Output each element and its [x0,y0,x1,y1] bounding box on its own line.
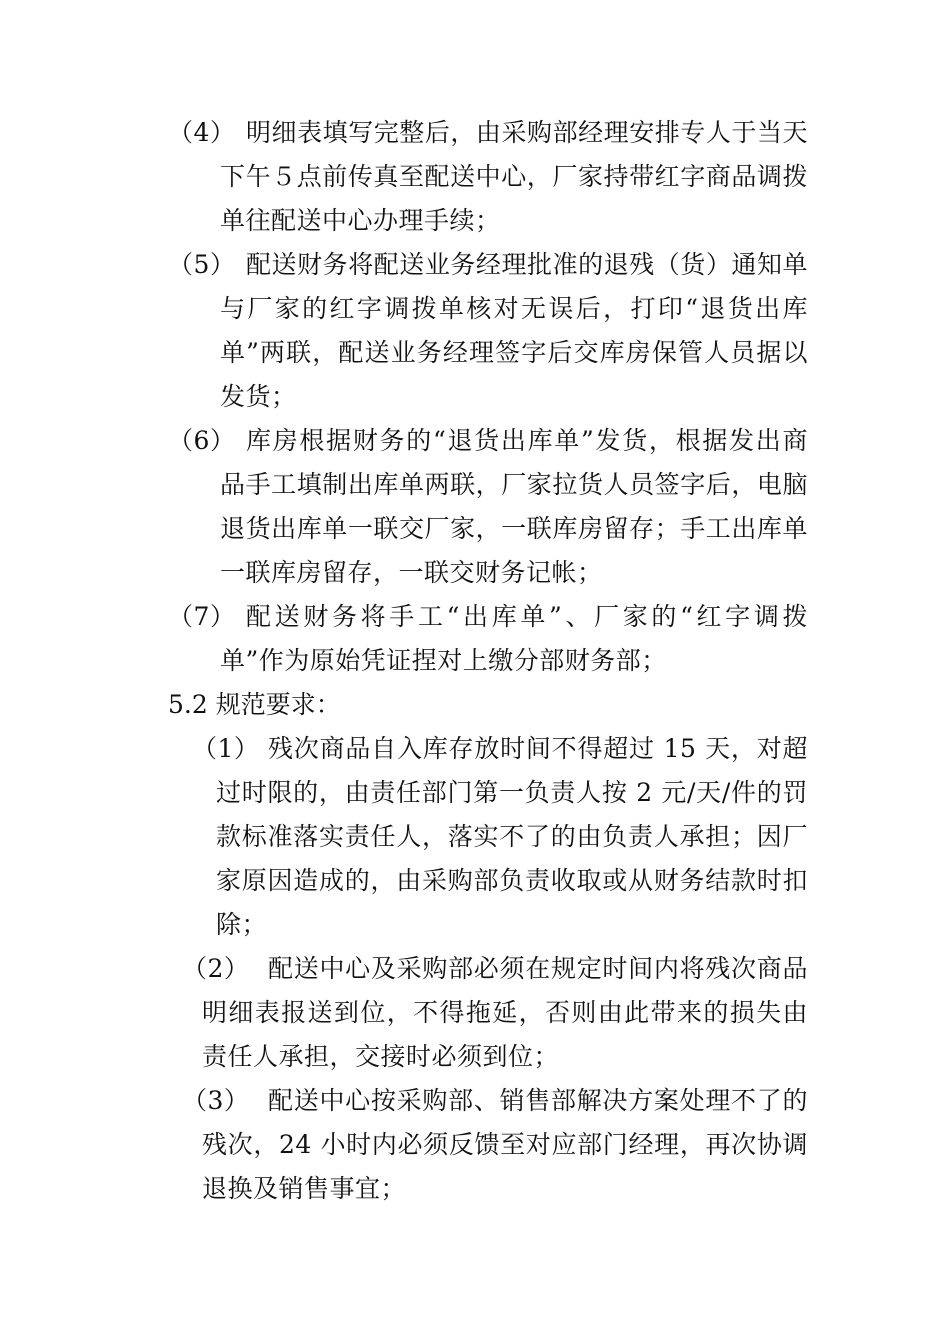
item-number: （7） [168,602,236,631]
item-text: 残次商品自入库存放时间不得超过 15 天，对超过时限的，由责任部门第一负责人按 2 元/天/件的罚款标准落实责任人，落实不了的由负责人承担；因厂家原因造成的，由采购部负责收取或从财务结款时扣除； [216,734,808,939]
section-heading: 5.2 规范要求： [168,690,341,719]
item-number: （4） [168,118,236,147]
item-number: （3） [182,1086,250,1115]
item-number: （1） [192,734,260,763]
item-text: 配送中心及采购部必须在规定时间内将残次商品明细表报送到位，不得拖延，否则由此带来的损失由责任人承担，交接时必须到位； [202,954,808,1071]
item-text: 明细表填写完整后，由采购部经理安排专人于当天下午５点前传真至配送中心，厂家持带红字商品调拨单往配送中心办理手续； [220,118,808,235]
item-text: 配送中心按采购部、销售部解决方案处理不了的残次，24 小时内必须反馈至对应部门经理，再次协调退换及销售事宜； [202,1086,808,1203]
item-text: 配送财务将配送业务经理批准的退残（货）通知单与厂家的红字调拨单核对无误后，打印“退货出库单”两联，配送业务经理签字后交库房保管人员据以发货； [220,250,808,411]
item-number: （6） [168,426,236,455]
item-number: （2） [182,954,250,983]
item-number: （5） [168,250,236,279]
item-text: 配送财务将手工“出库单”、厂家的“红字调拨单”作为原始凭证捏对上缴分部财务部； [220,602,808,675]
item-text: 库房根据财务的“退货出库单”发货，根据发出商品手工填制出库单两联，厂家拉货人员签字后，电脑退货出库单一联交厂家，一联库房留存；手工出库单一联库房留存，一联交财务记帐； [220,426,808,587]
